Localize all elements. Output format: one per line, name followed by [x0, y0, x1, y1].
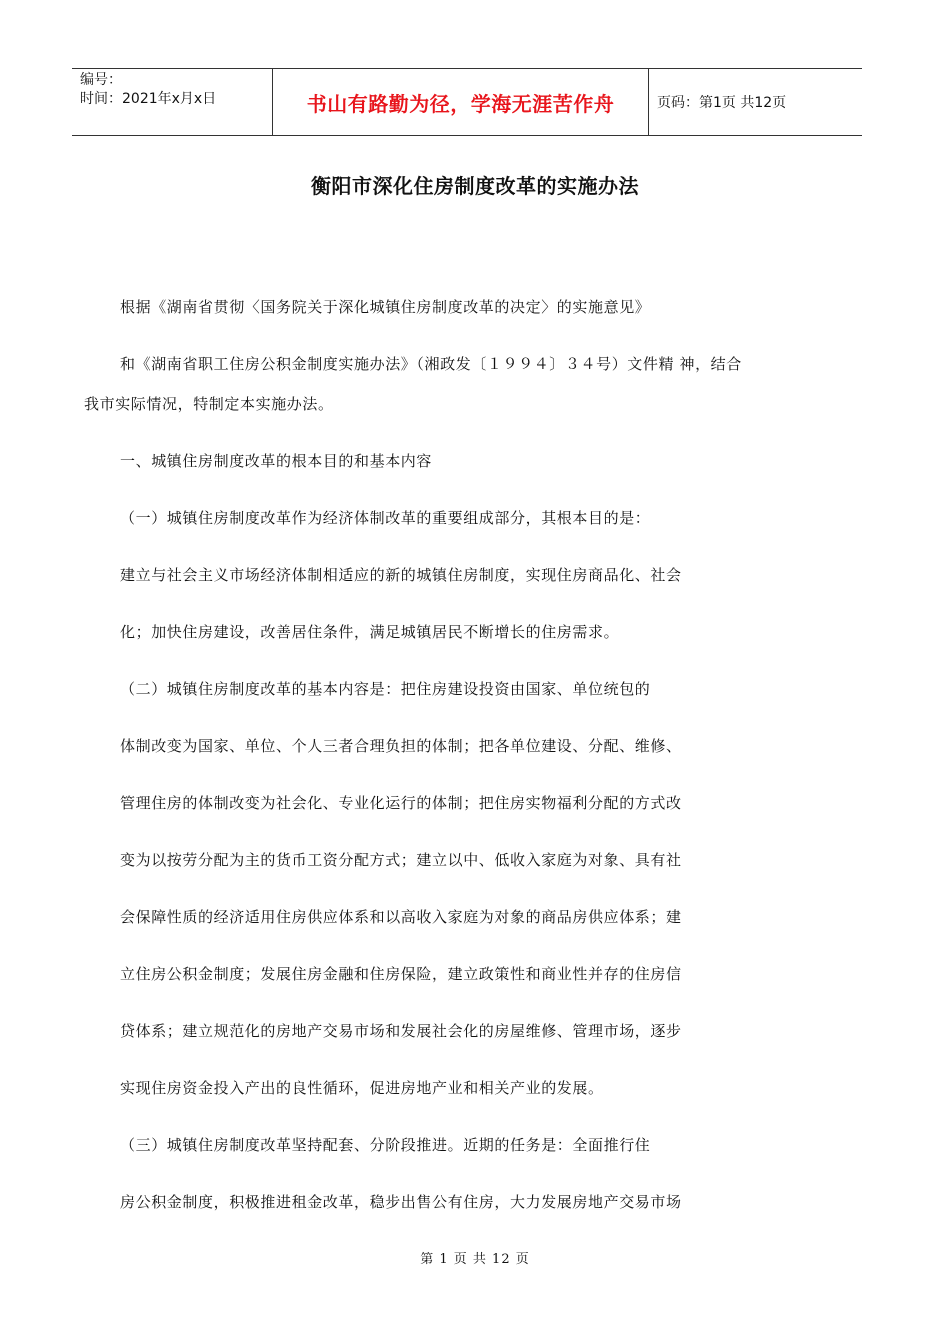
body-line: 变为以按劳分配为主的货币工资分配方式；建立以中、低收入家庭为对象、具有社: [120, 851, 682, 869]
body-line: 根据《湖南省贯彻〈国务院关于深化城镇住房制度改革的决定〉的实施意见》: [120, 298, 651, 316]
page-footer: 第 1 页 共 12 页: [420, 1252, 530, 1267]
document-title: 衡阳市深化住房制度改革的实施办法: [311, 174, 639, 198]
body-line: （三）城镇住房制度改革坚持配套、分阶段推进。近期的任务是：全面推行住: [120, 1136, 651, 1154]
body-line: 和《湖南省职工住房公积金制度实施办法》（湘政发〔１９９４〕３４号）文件精 神，结合: [120, 355, 742, 373]
body-line: 体制改变为国家、单位、个人三者合理负担的体制；把各单位建设、分配、维修、: [120, 737, 682, 755]
time-label: 时间：2021年x月x日: [80, 91, 217, 107]
body-line: 立住房公积金制度；发展住房金融和住房保险，建立政策性和商业性并存的住房信: [120, 965, 682, 983]
document-header: [72, 68, 862, 136]
body-line: 贷体系；建立规范化的房地产交易市场和发展社会化的房屋维修、管理市场，逐步: [120, 1022, 682, 1040]
body-line: 管理住房的体制改变为社会化、专业化运行的体制；把住房实物福利分配的方式改: [120, 794, 682, 812]
body-line: 化；加快住房建设，改善居住条件，满足城镇居民不断增长的住房需求。: [120, 623, 620, 641]
body-line: （一）城镇住房制度改革作为经济体制改革的重要组成部分，其根本目的是：: [120, 509, 651, 527]
body-line: 一、城镇住房制度改革的根本目的和基本内容: [120, 452, 433, 470]
body-line: （二）城镇住房制度改革的基本内容是：把住房建设投资由国家、单位统包的: [120, 680, 651, 698]
body-line: 建立与社会主义市场经济体制相适应的新的城镇住房制度，实现住房商品化、社会: [120, 566, 682, 584]
code-label: 编号：: [80, 72, 122, 88]
header-page-info: 页码：第1页 共12页: [657, 95, 787, 111]
body-line: 会保障性质的经济适用住房供应体系和以高收入家庭为对象的商品房供应体系；建: [120, 908, 682, 926]
header-meta-cell: [72, 69, 273, 135]
body-line: 我市实际情况，特制定本实施办法。: [84, 395, 334, 413]
header-motto: 书山有路勤为径，学海无涯苦作舟: [273, 69, 649, 135]
body-line: 实现住房资金投入产出的良性循环，促进房地产业和相关产业的发展。: [120, 1079, 604, 1097]
body-line: 房公积金制度，积极推进租金改革，稳步出售公有住房，大力发展房地产交易市场: [120, 1193, 682, 1211]
